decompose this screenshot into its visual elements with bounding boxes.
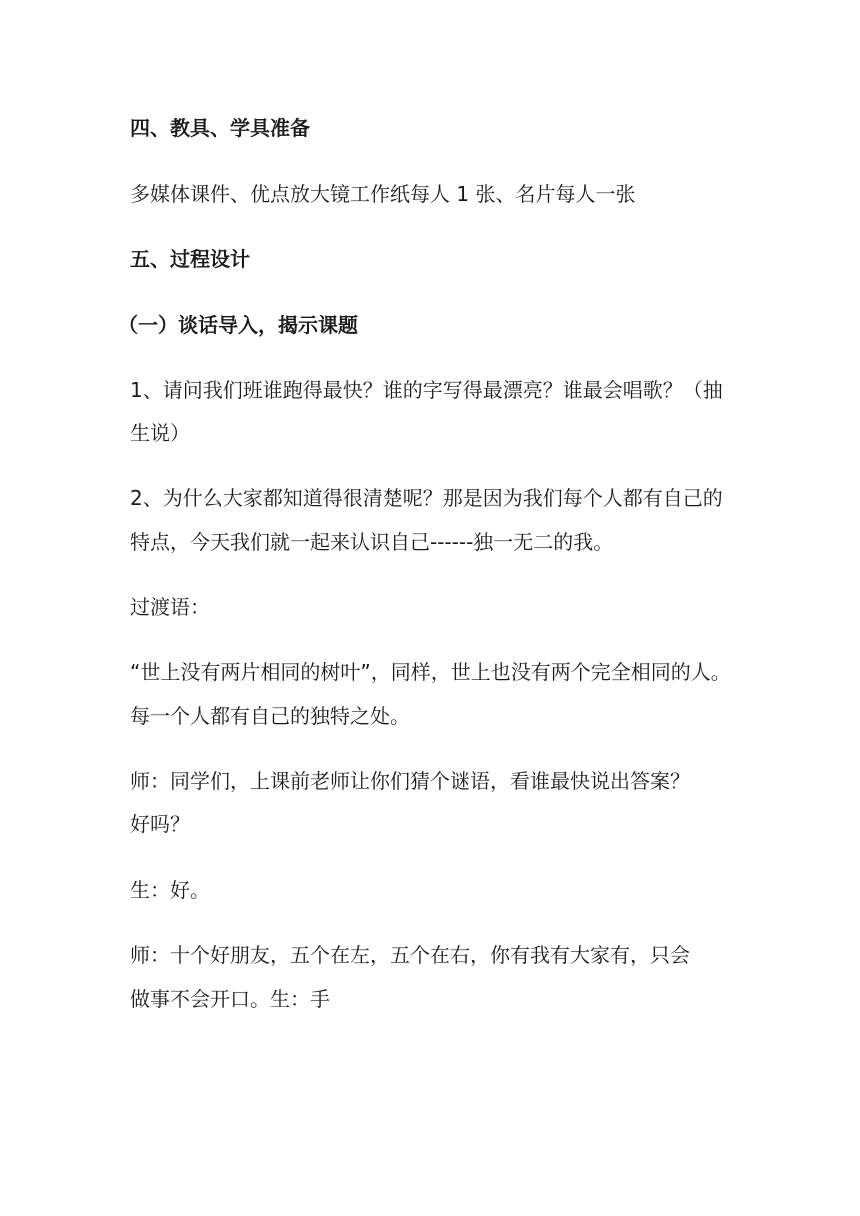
question2-line1: 2、为什么大家都知道得很清楚呢？那是因为我们每个人都有自己的	[130, 486, 723, 510]
question1-line1: 1、请问我们班谁跑得最快？谁的字写得最漂亮？谁最会唱歌？（抽	[130, 378, 723, 402]
teacher-dialogue1-line1: 师：同学们，上课前老师让你们猜个谜语，看谁最快说出答案？	[130, 769, 690, 793]
teacher-dialogue2-line1: 师：十个好朋友，五个在左，五个在右，你有我有大家有，只会	[130, 943, 690, 967]
subsection1-heading: （一）谈话导入，揭示课题	[118, 313, 358, 337]
student-dialogue1: 生：好。	[130, 878, 210, 902]
teacher-dialogue1-line2: 好吗？	[130, 812, 190, 836]
transition-line1: “世上没有两片相同的树叶”，同样，世上也没有两个完全相同的人。	[130, 660, 731, 684]
teacher-dialogue2-line2: 做事不会开口。生：手	[130, 987, 330, 1011]
question2-line2: 特点，今天我们就一起来认识自己------独一无二的我。	[130, 530, 614, 554]
transition-line2: 每一个人都有自己的独特之处。	[130, 704, 410, 728]
transition-label: 过渡语：	[130, 595, 210, 619]
section4-materials: 多媒体课件、优点放大镜工作纸每人 1 张、名片每人一张	[130, 182, 636, 206]
section5-heading: 五、过程设计	[130, 247, 250, 271]
section4-heading: 四、教具、学具准备	[130, 116, 310, 140]
question1-line2: 生说）	[130, 421, 190, 445]
